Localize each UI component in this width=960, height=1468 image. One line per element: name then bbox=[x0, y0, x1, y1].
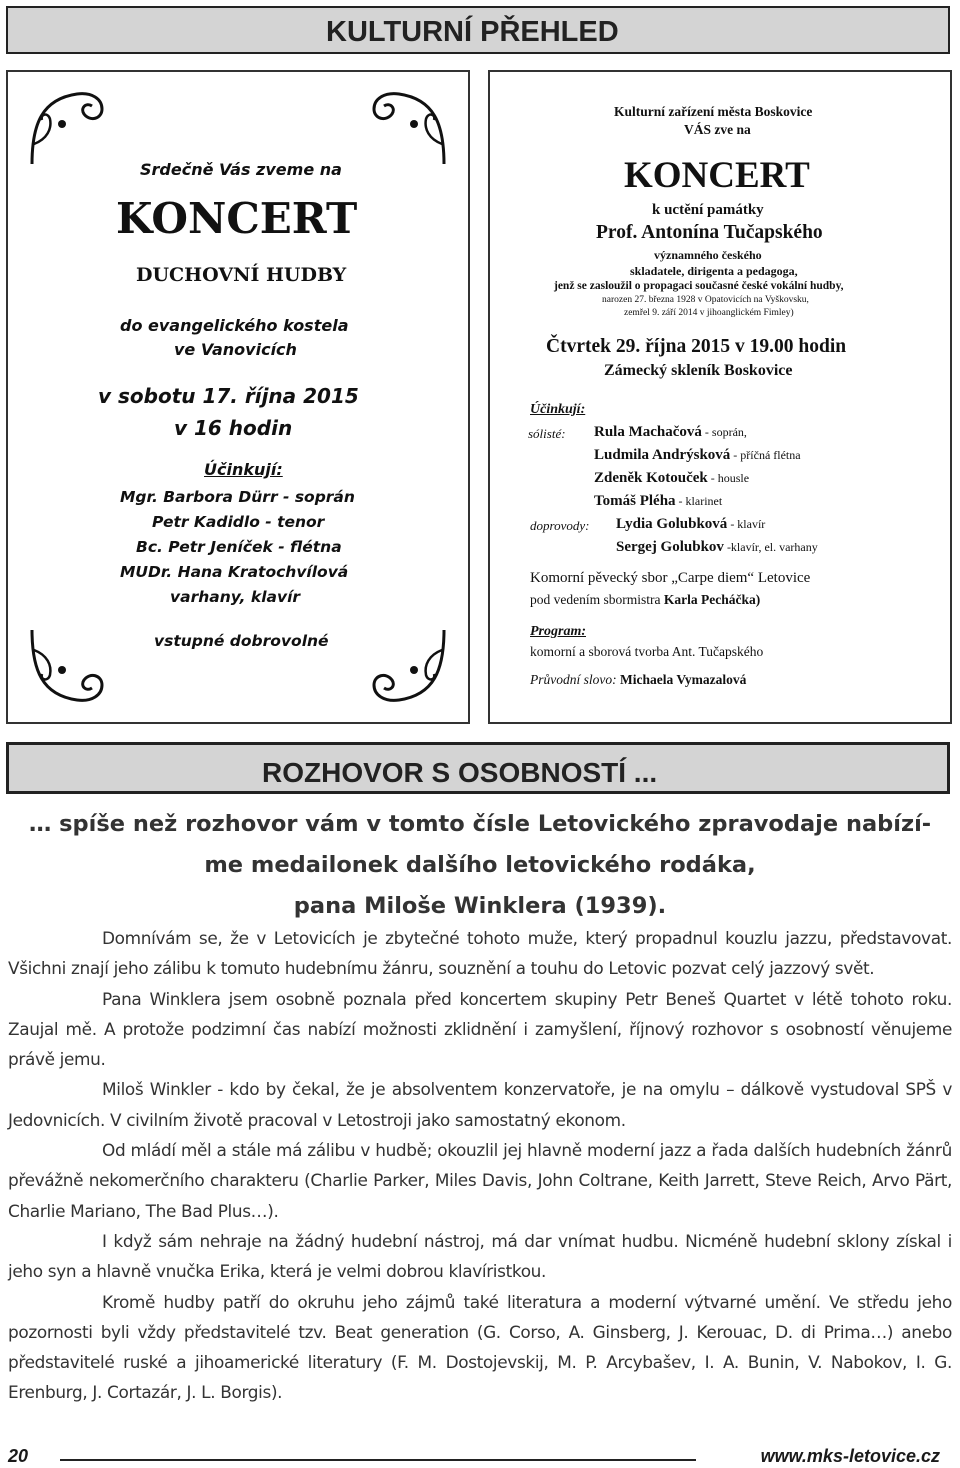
article-body bbox=[8, 923, 952, 1408]
soloist-role: - příčná flétna bbox=[730, 448, 801, 462]
choir-conductor-label: pod vedením sbormistra bbox=[530, 592, 664, 607]
footer-divider bbox=[60, 1459, 696, 1461]
accompanist-line bbox=[616, 516, 765, 533]
program-heading: Program: bbox=[530, 624, 586, 639]
performers-heading: Účinkují: bbox=[204, 460, 283, 479]
program-text: komorní a sborová tvorba Ant. Tučapského bbox=[530, 644, 764, 659]
ornament-bottom-right-icon bbox=[364, 620, 454, 710]
paragraph: Od mládí měl a stále má zálibu v hudbě; okouzlil jej hlavně moderní jazz a řada dalších hudebních žánrů převážně nekomerčního charakteru (Charlie Parker, Miles Davis, John Coltrane, Keith Jarrett, Steve Reich, Arvo Pärt, Charlie Mariano, The Bad Plus…). bbox=[8, 1140, 952, 1221]
soloist-name: Zdeněk Kotouček bbox=[594, 470, 708, 486]
organizer: Kulturní zařízení města Boskovice bbox=[614, 104, 813, 119]
soloist-role: - soprán, bbox=[701, 425, 747, 439]
accompaniment-label: doprovody: bbox=[530, 518, 590, 533]
paragraph: I když sám nehraje na žádný hudební nástroj, má dar vnímat hudbu. Nicméně hudební sklony získal i jeho syn a hlavně vnučka Erika, která je velmi dobrou klavíristkou. bbox=[8, 1230, 952, 1282]
honoree-desc-3: jenž se zasloužil o propagaci současné české vokální hudby, bbox=[554, 280, 844, 292]
admission-text: vstupné dobrovolné bbox=[154, 632, 329, 650]
footer-url[interactable]: www.mks-letovice.cz bbox=[760, 1446, 940, 1466]
honoree-born: narozen 27. března 1928 v Opatovicích na Vyškovsku, bbox=[602, 295, 809, 305]
soloist-name: Ludmila Andrýsková bbox=[594, 447, 731, 463]
choir-line-2 bbox=[530, 592, 760, 608]
soloists-label: sólisté: bbox=[528, 426, 566, 441]
ornament-top-left-icon bbox=[22, 84, 112, 174]
performer-line: Bc. Petr Jeníček - flétna bbox=[136, 538, 342, 556]
guide-line bbox=[530, 672, 746, 688]
soloist-line bbox=[594, 470, 749, 487]
accompanist-line bbox=[616, 539, 818, 556]
event-time: v 16 hodin bbox=[174, 416, 293, 440]
poster-subtitle: DUCHOVNÍ HUDBY bbox=[136, 264, 347, 286]
venue-line-1: do evangelického kostela bbox=[120, 316, 349, 335]
honoree-name: Prof. Antonína Tučapského bbox=[596, 222, 823, 243]
invites-line: VÁS zve na bbox=[684, 122, 751, 137]
soloist-name: Rula Machačová bbox=[594, 424, 702, 440]
accompanist-role: - klavír bbox=[727, 517, 766, 531]
venue-line-2: ve Vanovicích bbox=[174, 340, 297, 359]
accompanist-role: -klavír, el. varhany bbox=[723, 540, 818, 554]
performer-line: Petr Kadidlo - tenor bbox=[152, 513, 325, 531]
honoree-died: zemřel 9. září 2014 v jihoanglickém Fimley) bbox=[624, 308, 794, 318]
performers-heading-right: Účinkují: bbox=[530, 402, 586, 417]
event-date: v sobotu 17. října 2015 bbox=[98, 384, 359, 408]
page-number: 20 bbox=[8, 1446, 29, 1466]
page-title: KULTURNÍ PŘEHLED bbox=[326, 16, 619, 48]
section-banner bbox=[6, 742, 950, 794]
paragraph: Miloš Winkler - kdo by čekal, že je absolventem konzervatoře, je na omylu – dálkově vystudoval SPŠ v Jedovnicích. V civilním životě pracoval v Letostroji jako samostatný ekonom. bbox=[8, 1079, 952, 1130]
honoree-desc-2: skladatele, dirigenta a pedagoga, bbox=[630, 264, 798, 278]
article-lead bbox=[8, 804, 952, 927]
soloist-name: Tomáš Pléha bbox=[594, 493, 676, 509]
performer-line: varhany, klavír bbox=[170, 588, 301, 606]
performer-line: MUDr. Hana Kratochvílová bbox=[120, 563, 349, 581]
section-title: ROZHOVOR S OSOBNOSTÍ ... bbox=[262, 757, 658, 788]
soloist-role: - klarinet bbox=[675, 494, 723, 508]
choir-conductor-name: Karla Pecháčka) bbox=[663, 592, 761, 607]
concert-poster-left bbox=[6, 70, 470, 724]
soloist-line bbox=[594, 447, 801, 464]
paragraph: Kromě hudby patří do okruhu jeho zájmů také literatura a moderní výtvarné umění. Ve středu jeho pozornosti byli vždy představitelé tzv. Beat generation (G. Corso, A. Ginsberg, J. Kerouac, D. di Prima…) anebo představitelé ruské a jihoamerické literatury (F. M. Dostojevskij, M. P. Arcybašev, I. A. Bunin, V. Nabokov, I. G. Erenburg, J. Cortazár, J. L. Borgis). bbox=[8, 1291, 952, 1403]
guide-name: Michaela Vymazalová bbox=[620, 672, 747, 687]
paragraph: Domnívám se, že v Letovicích je zbytečné tohoto muže, který propadnul kouzlu jazzu, představovat. Všichni znají jeho zálibu k tomuto hudebnímu žánru, souznění a touhu do Letovic pozvat celý jazzový svět. bbox=[8, 928, 952, 979]
ornament-top-right-icon bbox=[364, 84, 454, 174]
article bbox=[8, 804, 952, 1408]
choir-line-1: Komorní pěvecký sbor „Carpe diem“ Letovice bbox=[530, 570, 811, 586]
lead-line: me medailonek dalšího letovického rodáka, bbox=[204, 852, 756, 878]
concert-poster-right bbox=[488, 70, 952, 724]
soloist-line bbox=[594, 493, 722, 510]
paragraph: Pana Winklera jsem osobně poznala před koncertem skupiny Petr Beneš Quartet v létě tohoto roku. Zaujal mě. A protože podzimní čas nabízí možnosti zklidnění i zamyšlení, říjnový rozhovor s osobností věnujeme právě jemu. bbox=[8, 988, 952, 1070]
header-banner bbox=[6, 6, 950, 54]
soloist-line bbox=[594, 424, 747, 441]
honoree-desc-1: významného českého bbox=[654, 248, 762, 262]
poster-title: KONCERT bbox=[116, 194, 358, 243]
accompanist-name: Lydia Golubková bbox=[616, 516, 728, 532]
lead-line: … spíše než rozhovor vám v tomto čísle Letovického zpravodaje nabízí- bbox=[28, 811, 932, 837]
event-date-right: Čtvrtek 29. října 2015 v 19.00 hodin bbox=[546, 336, 847, 357]
accompanist-name: Sergej Golubkov bbox=[616, 539, 724, 555]
ornament-bottom-left-icon bbox=[22, 620, 112, 710]
honor-line: k uctění památky bbox=[652, 202, 764, 218]
invite-text: Srdečně Vás zveme na bbox=[140, 160, 342, 179]
guide-label: Průvodní slovo: bbox=[530, 672, 617, 687]
soloist-role: - housle bbox=[707, 471, 750, 485]
poster-title-right: KONCERT bbox=[624, 155, 810, 196]
venue-right: Zámecký skleník Boskovice bbox=[604, 362, 793, 379]
lead-line: pana Miloše Winklera (1939). bbox=[293, 893, 667, 919]
performer-line: Mgr. Barbora Dürr - soprán bbox=[120, 488, 355, 506]
